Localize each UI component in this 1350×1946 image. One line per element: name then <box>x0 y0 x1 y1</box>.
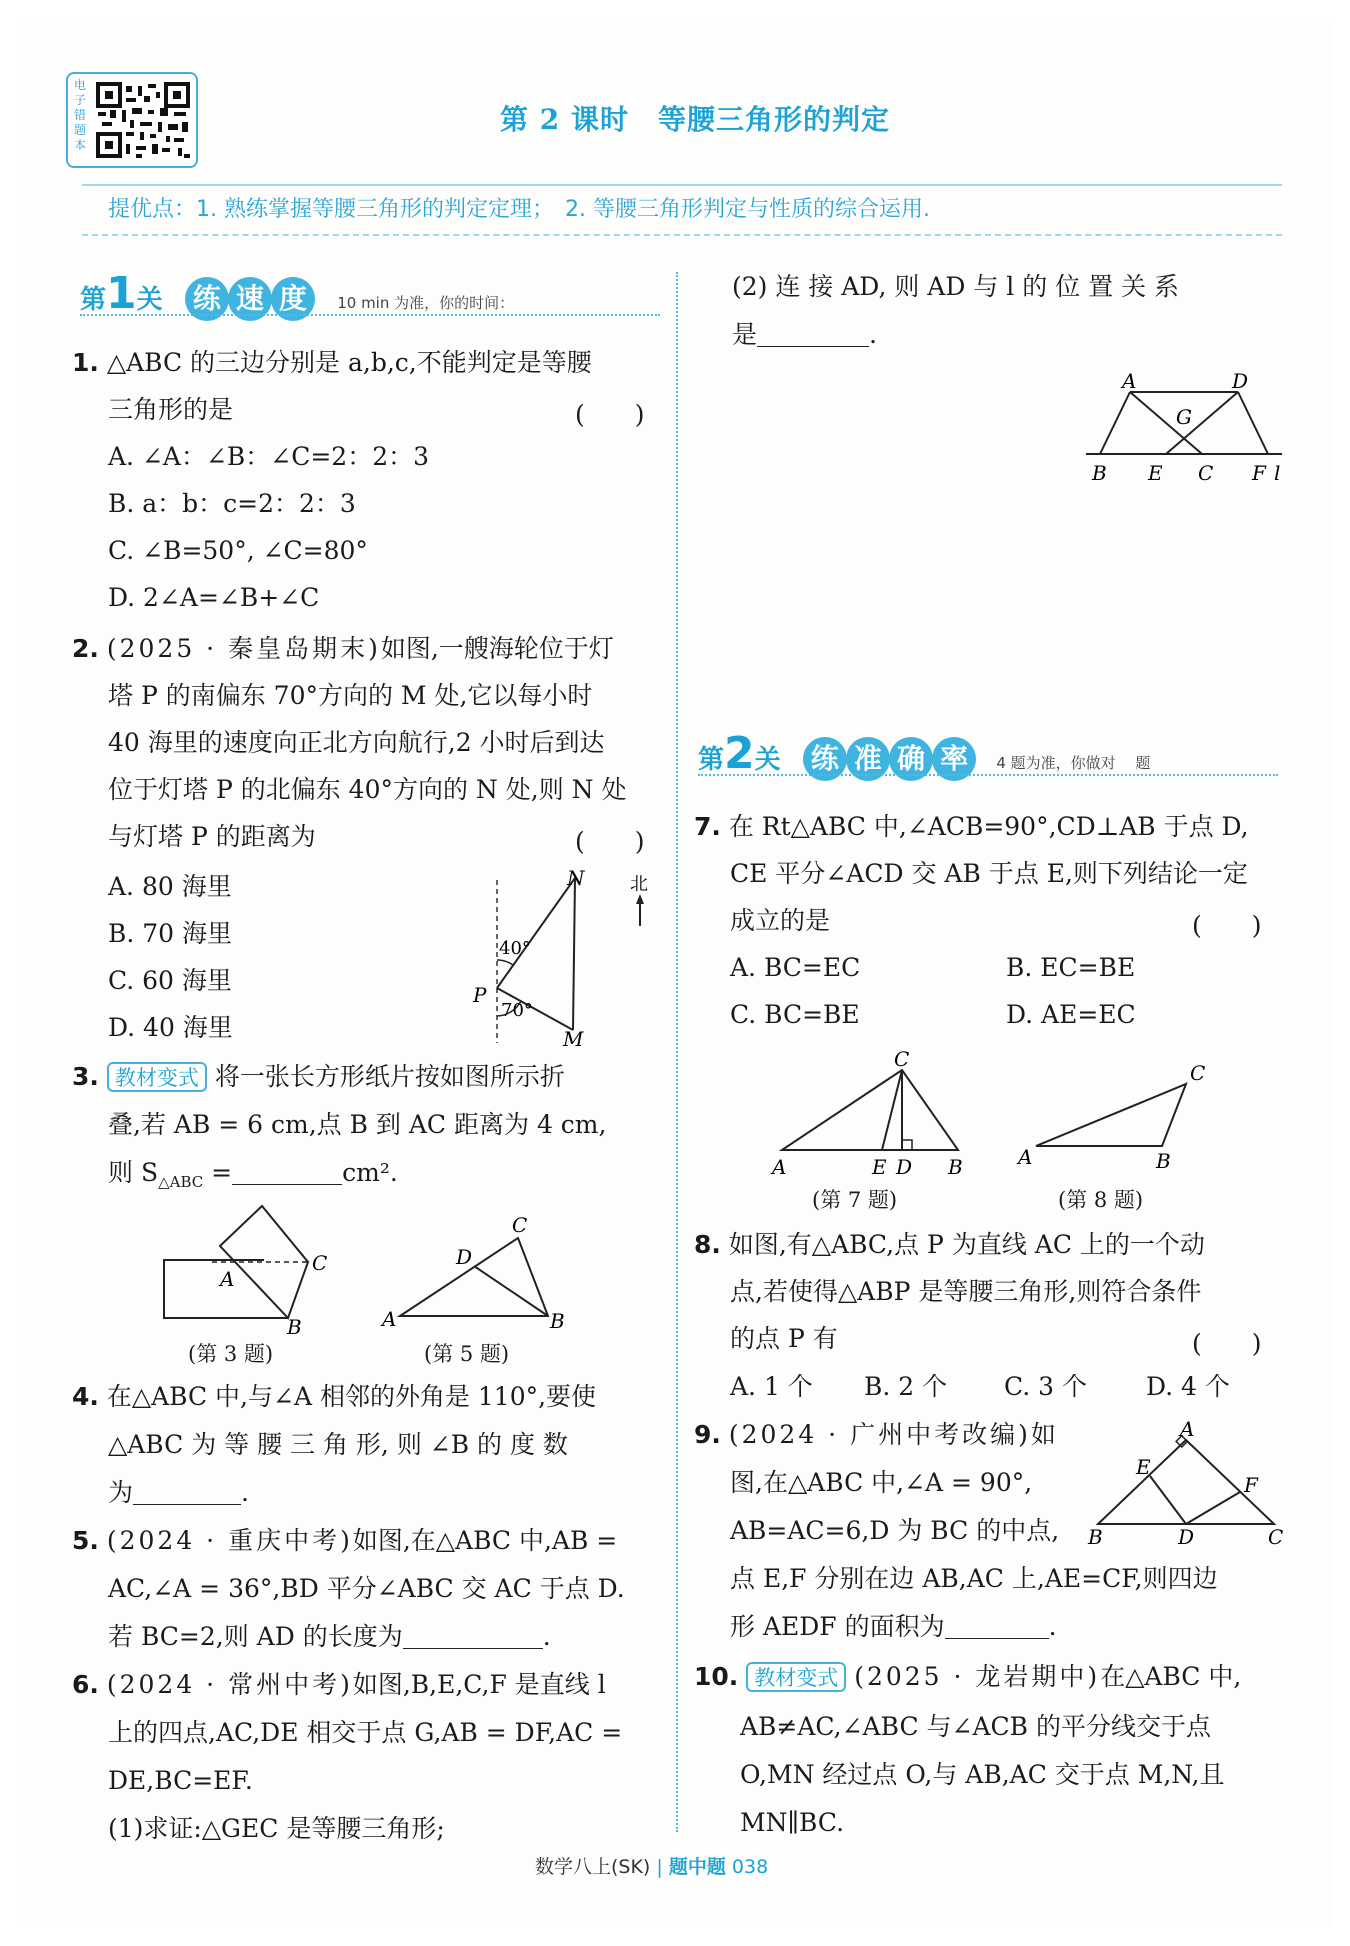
q8-option-c[interactable]: C. 3 个 <box>1004 1372 1087 1401</box>
q5-fig-label: B <box>550 1309 565 1333</box>
q10-stem: 在△ABC 中, <box>1100 1662 1242 1691</box>
section-1-char: 速 <box>228 277 272 321</box>
section-2-char: 准 <box>846 737 890 781</box>
q6-number: 6. <box>72 1670 99 1699</box>
q4-stem: 为 <box>108 1478 134 1507</box>
section-1-underline <box>80 314 660 316</box>
q3-stem: 则 S <box>108 1158 159 1187</box>
q3-subscript: △ABC <box>158 1173 204 1191</box>
q2-fig-angle: 40° <box>499 938 531 959</box>
q3-stem: 叠,若 AB = 6 cm,点 B 到 AC 距离为 4 cm, <box>108 1110 607 1139</box>
q7-fig-label: D <box>896 1155 913 1179</box>
q1-answer-paren[interactable]: ( ) <box>575 400 645 429</box>
q3-number: 3. <box>72 1062 99 1091</box>
section-2-num: 2 <box>724 728 755 779</box>
q8-fig-label: B <box>1156 1149 1171 1173</box>
q8-stem: 的点 P 有 <box>730 1324 838 1353</box>
q3-fig-label: B <box>287 1315 302 1338</box>
q5-figure <box>378 1208 578 1338</box>
section-2-guan: 关 <box>754 745 781 775</box>
q2-option-c[interactable]: C. 60 海里 <box>108 966 232 995</box>
footer-separator: | <box>656 1856 663 1878</box>
q9-fig-label: A <box>1180 1418 1195 1441</box>
q8-stem: 如图,有△ABC,点 P 为直线 AC 上的一个动 <box>728 1230 1205 1259</box>
q9-fig-label: D <box>1178 1525 1195 1549</box>
q10-source: (2025 · 龙岩期中) <box>854 1662 1101 1691</box>
q1-option-c[interactable]: C. ∠B=50°, ∠C=80° <box>108 536 368 565</box>
q8-option-a[interactable]: A. 1 个 <box>730 1372 813 1401</box>
q8-fig-label: C <box>1190 1061 1206 1085</box>
q9-stem: 如 <box>1030 1420 1056 1449</box>
q9-source: (2024 · 广州中考改编) <box>728 1420 1031 1449</box>
q10-stem: MN∥BC. <box>740 1808 845 1837</box>
q6-part-2: 是 <box>732 320 758 349</box>
q7-figure <box>762 1044 982 1184</box>
q6-fig-label: D <box>1232 369 1249 393</box>
q9-stem: 形 AEDF 的面积为 <box>730 1612 945 1641</box>
section-1-num: 1 <box>106 268 137 319</box>
q5-fig-label: D <box>456 1245 473 1269</box>
q8-option-d[interactable]: D. 4 个 <box>1146 1372 1230 1401</box>
q5-stem: AC,∠A = 36°,BD 平分∠ABC 交 AC 于点 D. <box>108 1574 625 1603</box>
column-divider <box>676 272 678 1832</box>
q2-stem: 与灯塔 P 的距离为 <box>108 822 316 851</box>
q6-figure <box>1082 368 1292 488</box>
q5-fig-label: A <box>382 1307 397 1331</box>
q6-stem: DE,BC=EF. <box>108 1766 253 1795</box>
q6-fig-label: B <box>1092 461 1107 485</box>
q4-answer-blank[interactable] <box>133 1481 241 1505</box>
q8-answer-paren[interactable]: ( ) <box>1192 1329 1262 1358</box>
q8-fig-label: A <box>1018 1145 1033 1169</box>
q2-fig-label: N <box>567 868 585 890</box>
q2-fig-north: 北 <box>630 874 648 895</box>
q9-stem: AB=AC=6,D 为 BC 的中点, <box>730 1516 1060 1545</box>
q7-stem: 成立的是 <box>730 906 831 935</box>
q8-stem: 点,若使得△ABP 是等腰三角形,则符合条件 <box>730 1277 1202 1306</box>
q3-stem: = <box>203 1158 233 1187</box>
q1-stem: 三角形的是 <box>108 395 234 424</box>
q9-figure <box>1080 1418 1290 1558</box>
q2-option-d[interactable]: D. 40 海里 <box>108 1013 233 1042</box>
q3-fig-label: C <box>312 1251 328 1275</box>
q7-fig-label: C <box>894 1047 910 1071</box>
q1-number: 1. <box>72 348 99 377</box>
q7-number: 7. <box>694 812 721 841</box>
q7-stem: CE 平分∠ACD 交 AB 于点 E,则下列结论一定 <box>730 859 1248 888</box>
section-1-char: 练 <box>185 277 229 321</box>
q4-stem: 在△ABC 中,与∠A 相邻的外角是 110°,要使 <box>106 1382 597 1411</box>
q6-part-2: (2) 连 接 AD, 则 AD 与 l 的 位 置 关 系 <box>732 272 1180 301</box>
section-2-char: 练 <box>803 737 847 781</box>
q1-option-b[interactable]: B. a：b：c=2：2：3 <box>108 489 356 518</box>
q9-fig-label: C <box>1268 1525 1284 1549</box>
q9-stem: 图,在△ABC 中,∠A = 90°, <box>730 1468 1033 1497</box>
section-1-di: 第 <box>80 285 107 315</box>
q3-figure-caption: (第 3 题) <box>188 1342 274 1366</box>
page-title: 第 2 课时 等腰三角形的判定 <box>500 103 890 136</box>
q9-fig-label: E <box>1136 1455 1151 1479</box>
q5-stem: 若 BC=2,则 AD 的长度为 <box>108 1622 403 1651</box>
section-2-header <box>698 728 1150 780</box>
page-footer <box>535 1852 768 1879</box>
q6-fig-label: C <box>1198 461 1214 485</box>
q2-source: (2025 · 秦皇岛期末) <box>106 634 381 663</box>
q6-fig-label: E <box>1148 461 1163 485</box>
qr-code-box[interactable] <box>66 72 198 168</box>
q2-fig-label: P <box>473 983 487 1007</box>
q10-stem: AB≠AC,∠ABC 与∠ACB 的平分线交于点 <box>740 1712 1211 1741</box>
q5-stem: 如图,在△ABC 中,AB = <box>352 1526 618 1555</box>
q2-option-b[interactable]: B. 70 海里 <box>108 919 233 948</box>
q3-figure <box>150 1198 360 1338</box>
q4-number: 4. <box>72 1382 99 1411</box>
q4-stem: △ABC 为 等 腰 三 角 形, 则 ∠B 的 度 数 <box>108 1430 568 1459</box>
q1-stem: △ABC 的三边分别是 a,b,c,不能判定是等腰 <box>106 348 592 377</box>
q3-fig-label: A <box>220 1267 235 1291</box>
q1-option-a[interactable]: A. ∠A：∠B：∠C=2：2：3 <box>108 442 430 471</box>
qr-label: 电子错题本 <box>74 78 87 152</box>
q2-stem: 40 海里的速度向正北方向航行,2 小时后到达 <box>108 728 605 757</box>
q3-unit: cm². <box>342 1158 398 1187</box>
q2-answer-paren[interactable]: ( ) <box>575 827 645 856</box>
section-1-guan: 关 <box>136 285 163 315</box>
q9-fig-label: B <box>1088 1525 1103 1549</box>
q2-stem: 位于灯塔 P 的北偏东 40°方向的 N 处,则 N 处 <box>108 775 627 804</box>
q9-stem: 点 E,F 分别在边 AB,AC 上,AE=CF,则四边 <box>730 1564 1218 1593</box>
q3-tag: 教材变式 <box>107 1062 207 1092</box>
q6-fig-label: F <box>1252 461 1266 485</box>
q5-fig-label: C <box>512 1213 528 1237</box>
q6-answer-blank[interactable] <box>757 323 869 347</box>
q7-fig-label: E <box>872 1155 887 1179</box>
section-1-header <box>80 268 514 320</box>
q6-stem: 如图,B,E,C,F 是直线 l <box>352 1670 606 1699</box>
section-2-char: 率 <box>932 737 976 781</box>
q2-figure <box>455 868 665 1048</box>
section-2-char: 确 <box>889 737 933 781</box>
footer-label: 题中题 <box>668 1856 726 1878</box>
footer-book: 数学八上(SK) <box>535 1856 651 1878</box>
q7-stem: 在 Rt△ABC 中,∠ACB=90°,CD⊥AB 于点 D, <box>728 812 1249 841</box>
q7-option-d[interactable]: D. AE=EC <box>1006 1000 1136 1029</box>
q6-fig-label: G <box>1176 405 1192 429</box>
q5-source: (2024 · 重庆中考) <box>106 1526 353 1555</box>
q9-number: 9. <box>694 1420 721 1449</box>
q7-option-c[interactable]: C. BC=BE <box>730 1000 860 1029</box>
q7-figure-caption: (第 7 题) <box>812 1188 898 1212</box>
q10-number: 10. <box>694 1662 739 1691</box>
q7-fig-label: B <box>948 1155 963 1179</box>
q6-source: (2024 · 常州中考) <box>106 1670 353 1699</box>
q6-part-1: (1)求证:△GEC 是等腰三角形; <box>108 1814 445 1843</box>
section-2-underline <box>698 774 1278 776</box>
footer-page-number: 038 <box>731 1856 769 1878</box>
q3-stem: 将一张长方形纸片按如图所示折 <box>214 1062 565 1091</box>
q9-answer-blank[interactable] <box>945 1615 1049 1639</box>
q2-stem: 如图,一艘海轮位于灯 <box>380 634 614 663</box>
q6-fig-label: l <box>1274 461 1281 485</box>
q3-answer-blank[interactable] <box>232 1161 342 1185</box>
q5-answer-blank[interactable] <box>403 1625 543 1649</box>
section-2-note: 4 题为准，你做对 题 <box>996 754 1151 772</box>
q6-fig-label: A <box>1122 369 1137 393</box>
section-1-note: 10 min 为准，你的时间： <box>337 294 515 312</box>
q2-option-a[interactable]: A. 80 海里 <box>108 872 232 901</box>
q5-figure-caption: (第 5 题) <box>424 1342 510 1366</box>
tip-text: 提优点：1. 熟练掌握等腰三角形的判定定理； 2. 等腰三角形判定与性质的综合运用. <box>108 197 930 222</box>
q10-stem: O,MN 经过点 O,与 AB,AC 交于点 M,N,且 <box>740 1760 1225 1789</box>
q2-fig-angle: 70° <box>501 1000 533 1021</box>
section-1-char: 度 <box>271 277 315 321</box>
section-2-di: 第 <box>698 745 725 775</box>
q9-fig-label: F <box>1244 1473 1258 1497</box>
q8-figure-caption: (第 8 题) <box>1058 1188 1144 1212</box>
q2-number: 2. <box>72 634 99 663</box>
q1-option-d[interactable]: D. 2∠A=∠B+∠C <box>108 583 320 612</box>
q5-number: 5. <box>72 1526 99 1555</box>
qr-code-icon <box>96 82 192 160</box>
q8-number: 8. <box>694 1230 721 1259</box>
q8-figure <box>1010 1056 1220 1176</box>
q6-stem: 上的四点,AC,DE 相交于点 G,AB = DF,AC = <box>108 1718 623 1747</box>
q10-tag: 教材变式 <box>746 1662 846 1692</box>
q7-option-b[interactable]: B. EC=BE <box>1006 953 1136 982</box>
q7-answer-paren[interactable]: ( ) <box>1192 911 1262 940</box>
q7-option-a[interactable]: A. BC=EC <box>730 953 861 982</box>
q8-option-b[interactable]: B. 2 个 <box>864 1372 948 1401</box>
q2-fig-label: M <box>563 1027 584 1048</box>
q7-fig-label: A <box>772 1155 787 1179</box>
q2-stem: 塔 P 的南偏东 70°方向的 M 处,它以每小时 <box>108 681 593 710</box>
